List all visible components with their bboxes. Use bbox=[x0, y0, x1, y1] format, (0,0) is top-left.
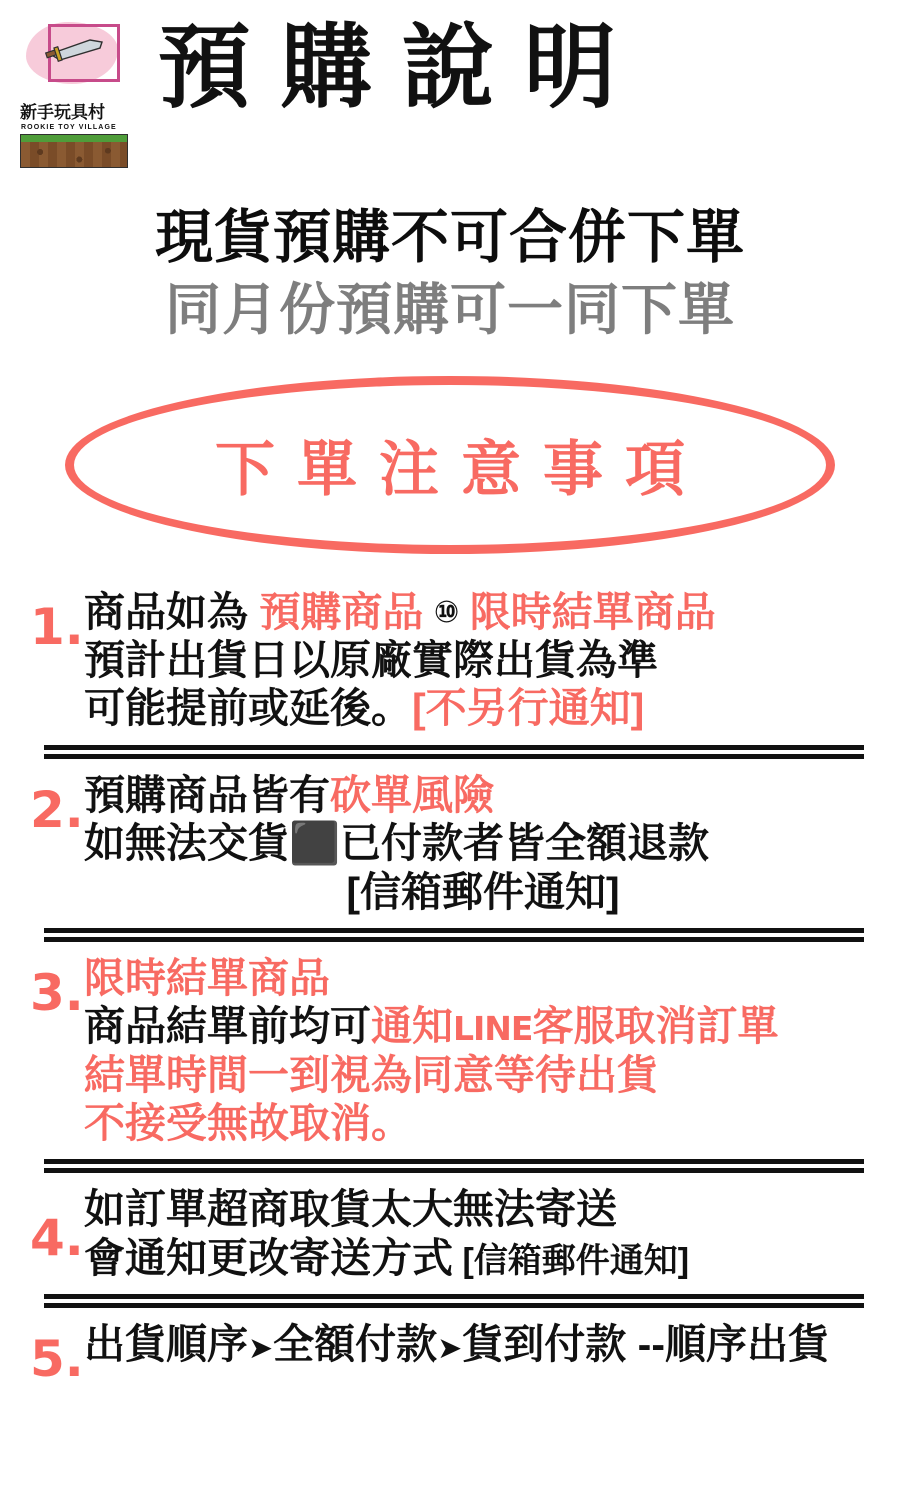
page-header bbox=[0, 0, 900, 160]
note-text-segment: 限時結單商品 bbox=[469, 588, 716, 635]
note-text-segment: 預計出貨日以原廠實際出貨為準 bbox=[84, 637, 658, 684]
sword-icon bbox=[42, 38, 112, 62]
note-text-segment: 限時結單商品 bbox=[84, 954, 330, 1001]
logo-wordmark-zh: 新手玩具村 bbox=[20, 103, 105, 122]
note-line bbox=[84, 771, 882, 819]
note-line bbox=[84, 1234, 882, 1282]
note-item bbox=[22, 1312, 882, 1390]
note-line bbox=[84, 588, 882, 636]
note-line bbox=[84, 868, 882, 916]
note-number: 2. bbox=[30, 780, 84, 839]
note-text-segment: 會通知更改寄送方式 bbox=[84, 1234, 453, 1281]
note-text-segment: 可能提前或延後。 bbox=[84, 685, 412, 732]
note-number: 1. bbox=[30, 597, 84, 656]
note-text-segment: 不接受無故取消。 bbox=[84, 1100, 412, 1147]
order-notice-banner-label: 下單注意事項 bbox=[215, 435, 707, 503]
note-text-segment: 如無法交貨⬛已付款者皆全額退款 bbox=[84, 820, 710, 867]
order-notice-banner bbox=[65, 376, 835, 554]
note-item bbox=[22, 763, 882, 922]
note-text-segment: 如訂單超商取貨太大無法寄送 bbox=[84, 1186, 617, 1233]
note-body bbox=[84, 1183, 882, 1282]
note-line bbox=[84, 636, 882, 684]
note-number: 3. bbox=[30, 963, 84, 1022]
note-text-segment: 結單時間一到視為同意等待出貨 bbox=[84, 1051, 658, 1098]
note-line bbox=[84, 819, 882, 867]
note-text-segment: [信箱郵件通知] bbox=[346, 868, 620, 915]
logo-wordmark-en: ROOKIE TOY VILLAGE bbox=[21, 124, 117, 131]
note-divider bbox=[44, 928, 864, 942]
note-text-segment: ➤ bbox=[437, 1331, 463, 1367]
note-line bbox=[84, 1099, 882, 1147]
note-line bbox=[84, 1051, 882, 1099]
note-line bbox=[84, 1185, 882, 1233]
note-body bbox=[84, 586, 882, 733]
note-item bbox=[22, 1177, 882, 1288]
note-text-segment: [不另行通知] bbox=[412, 685, 645, 732]
note-line bbox=[84, 684, 882, 732]
note-text-segment: 通知 bbox=[371, 1003, 453, 1050]
note-text-segment: 貨到付款 --順序出貨 bbox=[462, 1321, 829, 1368]
note-text-segment: 商品如為 bbox=[84, 588, 260, 635]
page-title: 預購說明 bbox=[158, 17, 647, 119]
note-item bbox=[22, 580, 882, 739]
subtitle-secondary: 同月份預購可一同下單 bbox=[165, 277, 735, 341]
note-text-segment: 預購商品 bbox=[259, 588, 424, 635]
note-text-segment: ⑩ bbox=[423, 594, 470, 630]
note-text-segment: 砍單風險 bbox=[330, 771, 494, 818]
notes-list bbox=[0, 580, 900, 1391]
note-number: 4. bbox=[30, 1209, 84, 1268]
note-divider bbox=[44, 1159, 864, 1173]
note-number: 5. bbox=[30, 1330, 84, 1389]
subtitle-primary: 現貨預購不可合併下單 bbox=[154, 205, 745, 270]
note-text-segment: LINE bbox=[453, 1009, 533, 1049]
note-text-segment: 預購商品皆有 bbox=[84, 771, 330, 818]
note-text-segment: 全額付款 bbox=[273, 1321, 438, 1368]
note-divider bbox=[44, 745, 864, 759]
logo-artwork bbox=[18, 20, 130, 102]
note-text-segment: 出貨順序 bbox=[84, 1321, 248, 1368]
brand-logo bbox=[18, 20, 136, 168]
note-text-segment: 客服取消訂單 bbox=[532, 1003, 779, 1050]
note-line bbox=[84, 1320, 882, 1368]
logo-ground-block bbox=[20, 134, 128, 168]
note-item bbox=[22, 946, 882, 1154]
note-text-segment: ➤ bbox=[248, 1331, 274, 1367]
note-body bbox=[84, 769, 882, 916]
note-body bbox=[84, 1318, 882, 1368]
note-line bbox=[84, 1002, 882, 1050]
note-divider bbox=[44, 1294, 864, 1308]
note-text-segment: 商品結單前均可 bbox=[84, 1003, 371, 1050]
note-body bbox=[84, 952, 882, 1148]
note-text-segment: [信箱郵件通知] bbox=[453, 1241, 690, 1280]
note-line bbox=[84, 954, 882, 1002]
